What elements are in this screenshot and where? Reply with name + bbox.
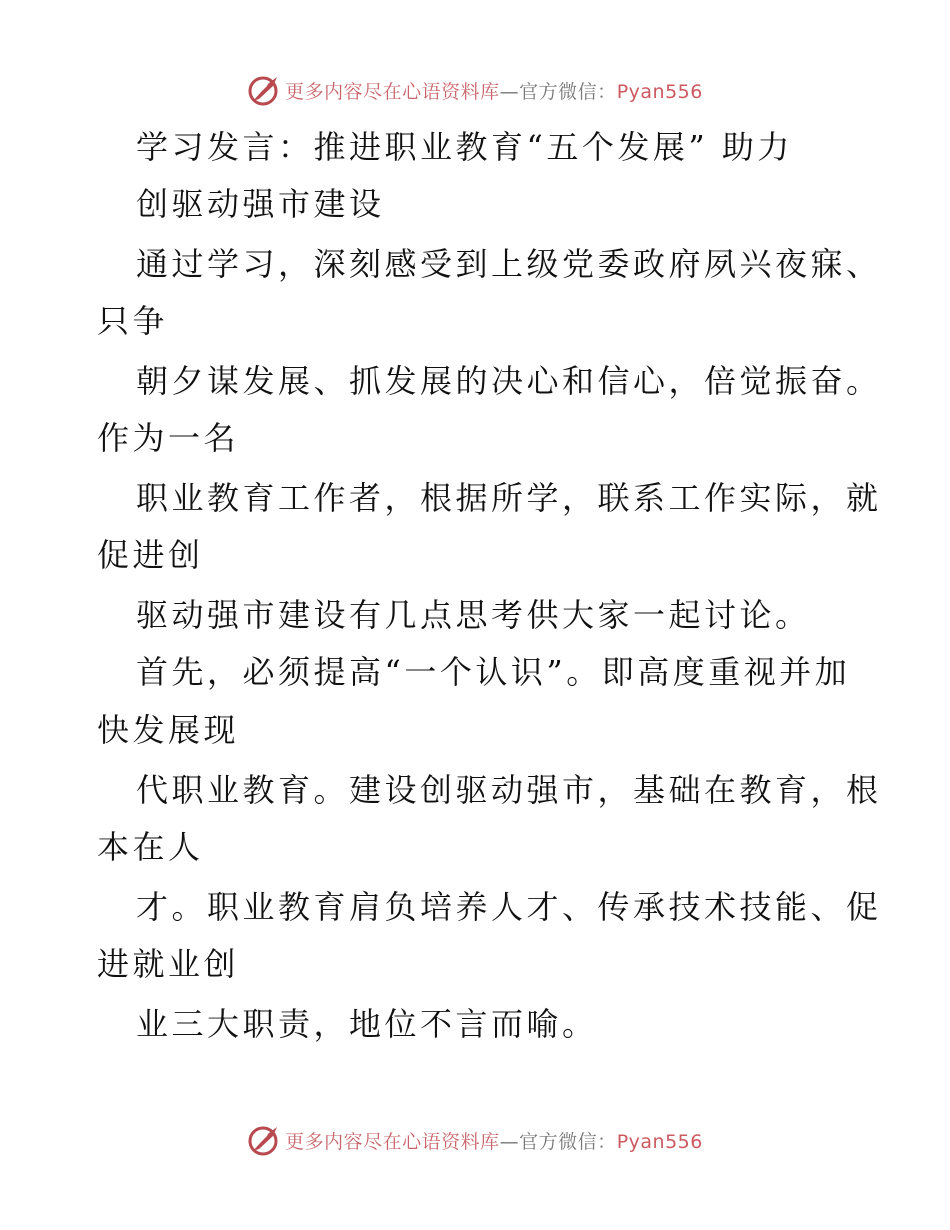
- feather-pen-logo-icon: [247, 73, 281, 107]
- document-line: 作为一名: [97, 419, 240, 457]
- watermark-site-name: 更多内容尽在心语资料库: [285, 1130, 500, 1153]
- watermark-separator: —: [499, 80, 520, 103]
- watermark-id: Pyan556: [616, 1130, 703, 1153]
- watermark-separator: —: [499, 1130, 520, 1153]
- document-line: 驱动强市建设有几点思考供大家一起讨论。: [136, 596, 811, 634]
- document-line: 进就业创: [97, 945, 240, 983]
- header-watermark: [0, 70, 950, 110]
- document-line: 本在人: [97, 828, 204, 866]
- document-line: 职业教育工作者，根据所学，联系工作实际，就: [136, 479, 882, 517]
- document-line: 促进创: [97, 536, 204, 574]
- watermark-text: [285, 77, 703, 104]
- document-line: 学习发言：推进职业教育“五个发展” 助力: [136, 128, 793, 166]
- document-line: 只争: [97, 302, 169, 340]
- watermark-label: 官方微信：: [519, 80, 617, 103]
- document-line: 首先，必须提高“一个认识”。即高度重视并加: [136, 653, 851, 691]
- document-line: 通过学习，深刻感受到上级党委政府夙兴夜寐、: [136, 245, 882, 283]
- document-line: 朝夕谋发展、抓发展的决心和信心，倍觉振奋。: [136, 362, 882, 400]
- document-line: 业三大职责，地位不言而喻。: [136, 1005, 598, 1043]
- document-line: 才。职业教育肩负培养人才、传承技术技能、促: [136, 888, 882, 926]
- watermark-text: [285, 1127, 703, 1154]
- watermark-label: 官方微信：: [519, 1130, 617, 1153]
- document-line: 快发展现: [97, 711, 240, 749]
- footer-watermark: [0, 1120, 950, 1160]
- watermark-id: Pyan556: [616, 80, 703, 103]
- watermark-site-name: 更多内容尽在心语资料库: [285, 80, 500, 103]
- document-line: 创驱动强市建设: [136, 185, 385, 223]
- document-line: 代职业教育。建设创驱动强市，基础在教育，根: [136, 771, 882, 809]
- feather-pen-logo-icon: [247, 1123, 281, 1157]
